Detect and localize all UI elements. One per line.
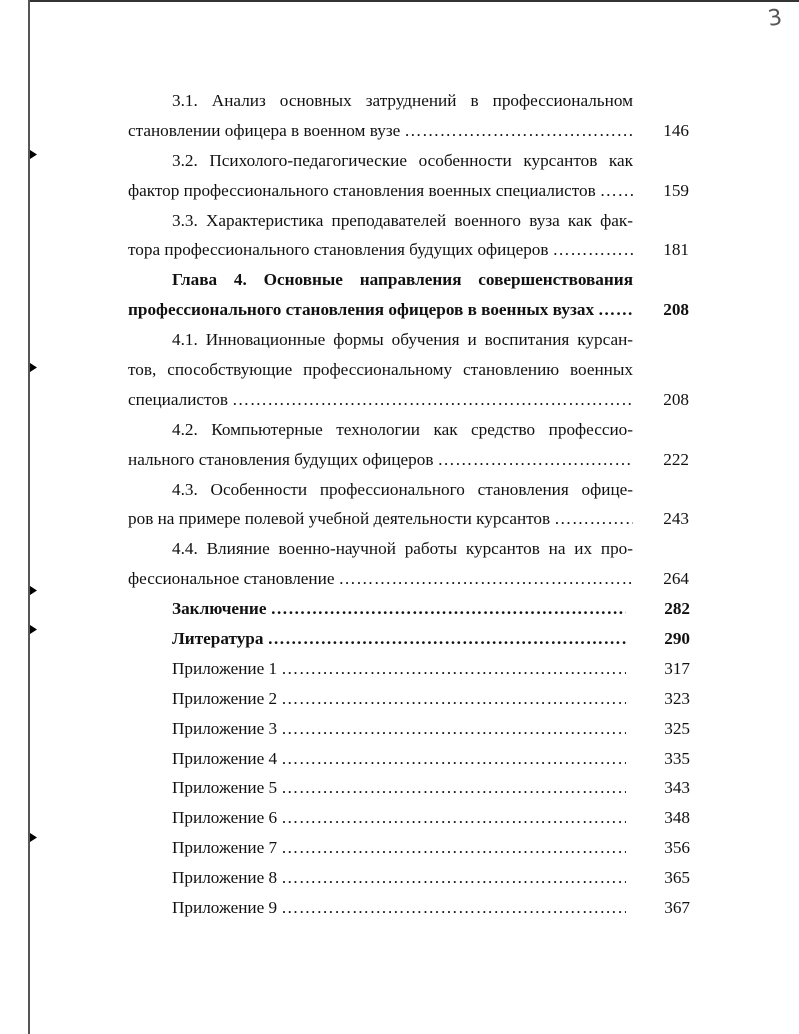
toc-entry-last-line: [128, 235, 694, 265]
leader-dots: [594, 295, 633, 325]
toc-entry-line: 4.4. Влияние военно-научной работы курсантов на их про-: [172, 539, 633, 559]
toc-page-number: 348: [664, 808, 690, 828]
toc-entry-text: Приложение 1: [172, 658, 278, 678]
toc-entry-text: Приложение 6: [172, 808, 278, 828]
toc-page-number: 181: [663, 240, 689, 260]
toc-entry-leader: [128, 504, 633, 534]
toc-entry-appendix: [128, 714, 694, 744]
toc-entry: [128, 475, 694, 535]
toc-page-number: 317: [664, 658, 690, 678]
leader-dots: [277, 744, 626, 774]
toc-entry-text: Заключение: [172, 599, 267, 619]
toc-entry-last-line: [128, 504, 694, 534]
leader-dots: [277, 833, 626, 863]
toc-entry-text: ров на примере полевой учебной деятельности курсантов: [128, 509, 551, 529]
toc-entry-appendix: [128, 833, 694, 863]
toc-entry-line: 4.2. Компьютерные технологии как средство профессио-: [172, 419, 633, 439]
toc-entry-last-line: [128, 385, 694, 415]
leader-dots: [263, 624, 626, 654]
toc-page-number: 159: [663, 180, 689, 200]
toc-page-number: 208: [663, 389, 689, 409]
toc-entry-text: Приложение 5: [172, 778, 278, 798]
toc-entry-leader: [128, 564, 633, 594]
toc-entry-last-line: [128, 295, 694, 325]
toc-entry-leader: [128, 744, 626, 774]
leader-dots: [334, 564, 633, 594]
toc-entry-text: Приложение 2: [172, 688, 278, 708]
toc-entry-last-line: [128, 116, 694, 146]
toc-entry-section: [128, 624, 694, 654]
leader-dots: [277, 863, 626, 893]
toc-page-number: 367: [664, 898, 690, 918]
toc-entry-text: Приложение 8: [172, 868, 278, 888]
toc-entry-line: тов, способствующие профессиональному становлению военных: [128, 360, 633, 380]
toc-page-number: 323: [664, 688, 690, 708]
toc-entry-text: становлении офицера в военном вузе: [128, 120, 401, 140]
toc-entry-leader: [128, 654, 626, 684]
toc-entry-leader: [128, 833, 626, 863]
leader-dots: [266, 594, 626, 624]
toc-entry-leader: [128, 803, 626, 833]
toc-entry-last-line: [128, 176, 694, 206]
binding-mark: [30, 586, 37, 595]
toc-entry-line: 3.3. Характеристика преподавателей военного вуза как фак-: [172, 210, 633, 230]
toc-entry: [128, 86, 694, 146]
leader-dots: [228, 385, 633, 415]
toc-entry-leader: [128, 176, 633, 206]
toc-entry-line: 4.1. Инновационные формы обучения и воспитания курсан-: [172, 330, 633, 350]
toc-entry: [128, 265, 694, 325]
toc-entry-appendix: [128, 684, 694, 714]
toc-entry-appendix: [128, 744, 694, 774]
toc-entry-appendix: [128, 893, 694, 923]
toc-entry: [128, 146, 694, 206]
leader-dots: [277, 684, 626, 714]
toc-entry-text: Приложение 7: [172, 838, 278, 858]
toc-page-number: 146: [663, 120, 689, 140]
toc-page-number: 208: [663, 300, 689, 320]
binding-mark: [30, 363, 37, 372]
toc-page-number: 335: [664, 748, 690, 768]
toc-entry-appendix: [128, 773, 694, 803]
toc-entry-section: [128, 594, 694, 624]
toc-entry-last-line: [128, 564, 694, 594]
toc-entry-leader: [128, 773, 626, 803]
toc-entry-text: специалистов: [128, 389, 229, 409]
toc-entry-appendix: [128, 803, 694, 833]
leader-dots: [433, 445, 633, 475]
leader-dots: [400, 116, 633, 146]
toc-entry-appendix: [128, 863, 694, 893]
toc-entry-line: Глава 4. Основные направления совершенствования: [172, 270, 633, 290]
scan-edge-left: [28, 0, 30, 1034]
toc-entry-leader: [128, 385, 633, 415]
toc-entry-leader: [128, 445, 633, 475]
toc-page-number: 365: [664, 868, 690, 888]
toc-page-number: 356: [664, 838, 690, 858]
toc-page-number: 264: [663, 569, 689, 589]
toc-entry-text: профессионального становления офицеров в военных вузах: [128, 300, 595, 320]
toc-entry-leader: [128, 116, 633, 146]
toc-page-number: 243: [663, 509, 689, 529]
toc-entry-text: тора профессионального становления будущих офицеров: [128, 240, 549, 260]
toc-entry: [128, 325, 694, 415]
toc-entry-leader: [128, 624, 626, 654]
toc-entry-leader: [128, 235, 633, 265]
handwritten-page-number: 3: [766, 5, 784, 32]
toc-page-number: 325: [664, 718, 690, 738]
toc-entry-leader: [128, 594, 626, 624]
leader-dots: [277, 773, 626, 803]
leader-dots: [550, 504, 633, 534]
toc-entry-leader: [128, 295, 633, 325]
toc-entry-text: Приложение 3: [172, 718, 278, 738]
binding-mark: [30, 150, 37, 159]
leader-dots: [549, 235, 633, 265]
leader-dots: [277, 803, 626, 833]
toc-page-number: 290: [664, 629, 690, 649]
toc-page-number: 282: [664, 599, 690, 619]
scan-edge-top: [28, 0, 799, 2]
toc-entry-text: Приложение 4: [172, 748, 278, 768]
table-of-contents: [128, 86, 694, 923]
toc-entry-text: фактор профессионального становления военных специалистов: [128, 180, 596, 200]
leader-dots: [277, 714, 626, 744]
toc-entry-appendix: [128, 654, 694, 684]
toc-entry-text: нального становления будущих офицеров: [128, 449, 434, 469]
toc-entry: [128, 206, 694, 266]
toc-entry-line: 4.3. Особенности профессионального становления офице-: [172, 479, 633, 499]
toc-entry-text: фессиональное становление: [128, 569, 335, 589]
toc-entry-leader: [128, 863, 626, 893]
binding-mark: [30, 625, 37, 634]
toc-page-number: 222: [663, 449, 689, 469]
toc-entry-leader: [128, 893, 626, 923]
toc-entry: [128, 415, 694, 475]
toc-entry-text: Приложение 9: [172, 898, 278, 918]
leader-dots: [277, 893, 626, 923]
toc-entry-line: 3.1. Анализ основных затруднений в профессиональном: [172, 91, 633, 110]
toc-entry-leader: [128, 684, 626, 714]
toc-page-number: 343: [664, 778, 690, 798]
toc-entry-text: Литература: [172, 629, 264, 649]
leader-dots: [277, 654, 626, 684]
toc-entry-leader: [128, 714, 626, 744]
toc-entry: [128, 534, 694, 594]
toc-entry-last-line: [128, 445, 694, 475]
leader-dots: [596, 176, 633, 206]
toc-entry-line: 3.2. Психолого-педагогические особенности курсантов как: [172, 150, 633, 170]
binding-mark: [30, 833, 37, 842]
